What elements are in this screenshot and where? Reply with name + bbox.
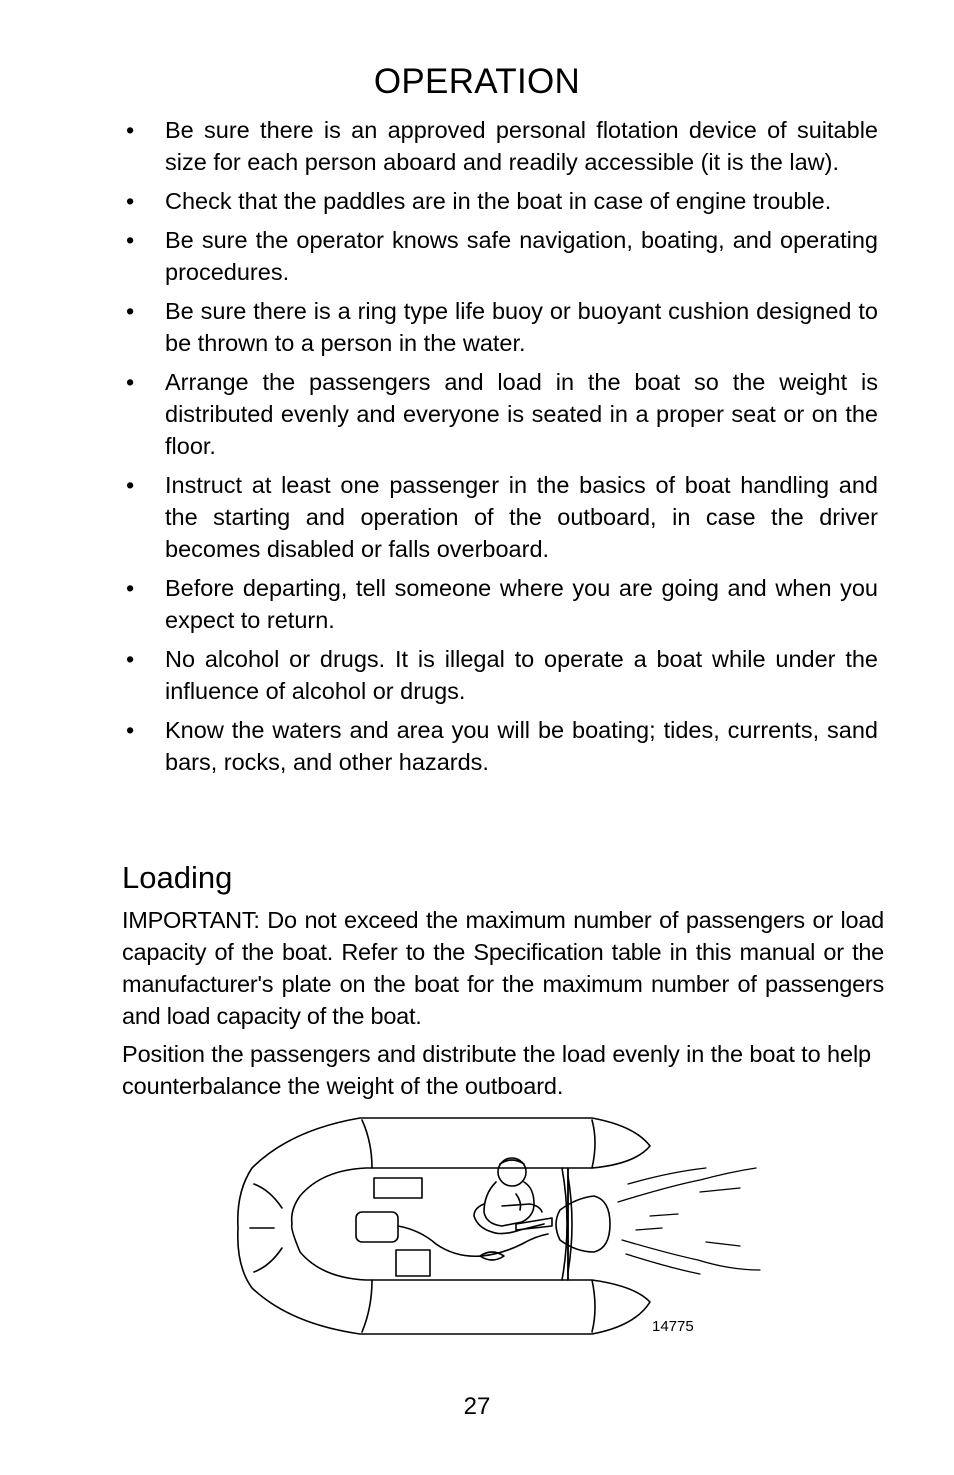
loading-paragraph: Position the passengers and distribute the load evenly in the boat to help counterbalance the weight of the outboard. — [122, 1041, 872, 1099]
list-item — [122, 643, 878, 707]
list-item — [122, 366, 878, 462]
bullet-icon: • — [126, 646, 135, 672]
bullet-icon: • — [126, 575, 135, 601]
tiller-handle — [516, 1218, 552, 1230]
cargo-box-icon — [396, 1250, 430, 1276]
list-item — [122, 185, 878, 217]
list-item — [122, 572, 878, 636]
bullet-icon: • — [126, 717, 135, 743]
list-item — [122, 469, 878, 565]
list-item-text: Be sure there is a ring type life buoy or buoyant cushion designed to be thrown to a person in the water. — [165, 298, 878, 356]
bullet-icon: • — [126, 227, 135, 253]
list-item-text: Check that the paddles are in the boat in case of engine trouble. — [165, 188, 832, 214]
operator-figure-icon — [474, 1158, 544, 1234]
bullet-icon: • — [126, 117, 135, 143]
list-item-text: Arrange the passengers and load in the boat so the weight is distributed evenly and everyone is seated in a proper seat or on the floor. — [165, 369, 878, 459]
bullet-icon: • — [126, 188, 135, 214]
fuel-tank-icon — [356, 1212, 398, 1242]
bullet-icon: • — [126, 298, 135, 324]
list-item — [122, 295, 878, 359]
list-item — [122, 224, 878, 288]
loading-heading: Loading — [122, 860, 233, 895]
list-item-text: No alcohol or drugs. It is illegal to operate a boat while under the influence of alcohol or drugs. — [165, 646, 878, 704]
page-title: OPERATION — [373, 62, 581, 101]
list-item-text: Be sure the operator knows safe navigation, boating, and operating procedures. — [165, 227, 878, 285]
list-item — [122, 714, 878, 778]
safety-checklist — [122, 114, 878, 785]
outboard-motor-icon — [556, 1196, 610, 1252]
boat-hull-outline — [238, 1118, 650, 1334]
list-item-text: Know the waters and area you will be boating; tides, currents, sand bars, rocks, and other hazards. — [165, 717, 878, 775]
list-item-text: Before departing, tell someone where you are going and when you expect to return. — [165, 575, 878, 633]
figure-number: 14775 — [652, 1318, 694, 1335]
fuel-line — [398, 1226, 548, 1256]
inflatable-boat-illustration — [230, 1112, 790, 1348]
list-item — [122, 114, 878, 178]
list-item-text: Instruct at least one passenger in the basics of boat handling and the starting and operation of the outboard, in case the driver becomes disabled or falls overboard. — [165, 472, 878, 562]
bullet-icon: • — [126, 472, 135, 498]
bullet-icon: • — [126, 369, 135, 395]
wake-lines — [618, 1168, 760, 1274]
cargo-box-icon — [374, 1178, 422, 1198]
list-item-text: Be sure there is an approved personal flotation device of suitable size for each person aboard and readily accessible (it is the law). — [165, 117, 878, 175]
important-notice: IMPORTANT: Do not exceed the maximum number of passengers or load capacity of the boat. Refer to the Specification table in this manual or the manufacturer's plate on the boat for the maximum number of passengers and load capacity of the boat. — [122, 907, 884, 1029]
page-number: 27 — [463, 1393, 491, 1420]
